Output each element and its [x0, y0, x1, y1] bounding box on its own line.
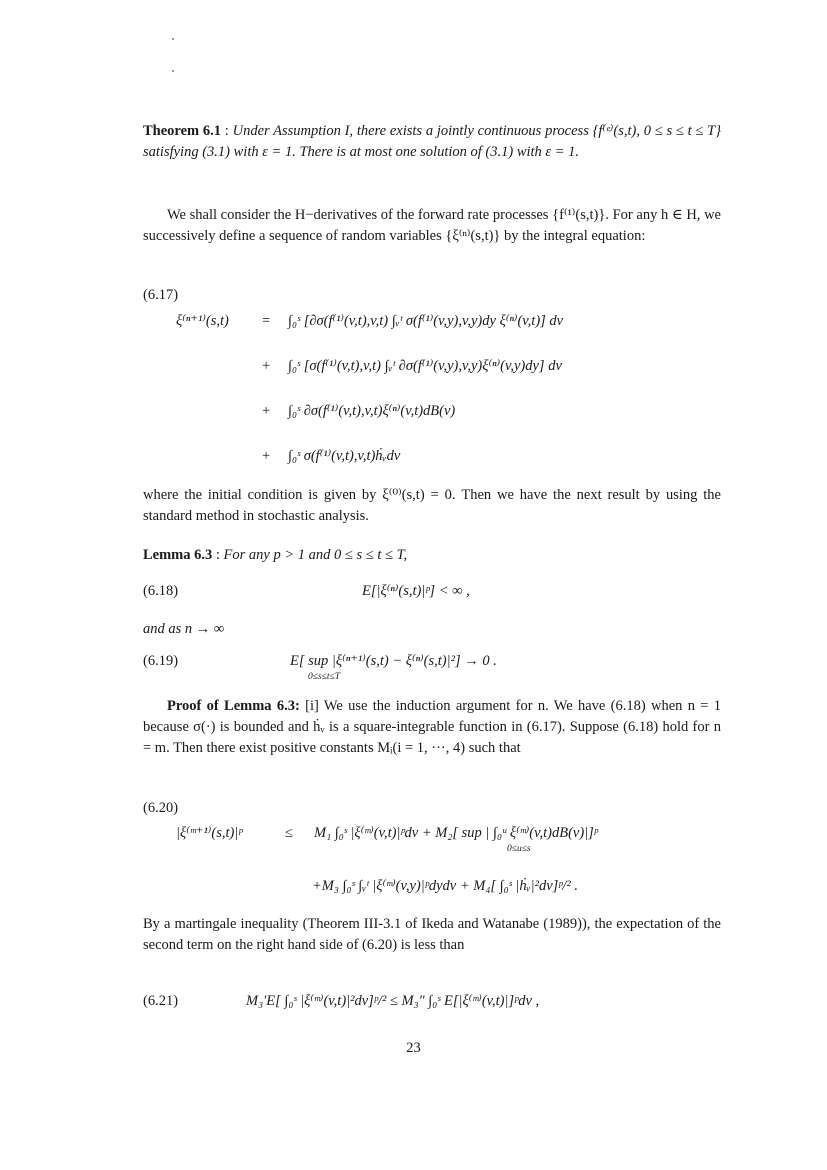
- equation-number: (6.17): [143, 287, 179, 303]
- eq617-plus: +: [262, 358, 271, 374]
- proof-label: Proof of Lemma 6.3:: [167, 698, 300, 714]
- eq620-rel: ≤: [285, 825, 293, 841]
- eq617-lhs: ξ⁽ⁿ⁺¹⁾(s,t): [176, 313, 229, 329]
- scan-speck: [172, 38, 174, 40]
- and-as-text: and as n → ∞: [143, 621, 225, 637]
- lemma-sep: :: [212, 547, 224, 563]
- proof-block: [143, 696, 721, 759]
- eq617-plus: +: [262, 448, 271, 464]
- eq620-line1: M₁ ∫₀ˢ |ξ⁽ᵐ⁾(v,t)|ᵖdv + M₂[ sup | ∫₀ᵘ ξ⁽ᵐ⁾(v,t)dB(v)|]ᵖ: [314, 825, 598, 841]
- equation-number: (6.18): [143, 583, 179, 599]
- paragraph-text: We shall consider the H−derivatives of the forward rate processes {f⁽¹⁾(s,t)}. For any h ∈ H, we successively define a sequence of random variables {ξ⁽ⁿ⁾(s,t)} by the integral equation:: [143, 207, 721, 244]
- eq617-line2: ∫₀ˢ [σ(f⁽¹⁾(v,t),v,t) ∫ᵥᵗ ∂σ(f⁽¹⁾(v,y),v,y)ξ⁽ⁿ⁾(v,y)dy] dv: [288, 358, 562, 374]
- theorem-sep: :: [221, 123, 233, 139]
- eq620-lhs: |ξ⁽ᵐ⁺¹⁾(s,t)|ᵖ: [176, 825, 243, 841]
- paragraph-martingale: [143, 914, 721, 956]
- equation-number: (6.19): [143, 653, 179, 669]
- eq619-expr: E[ sup |ξ⁽ⁿ⁺¹⁾(s,t) − ξ⁽ⁿ⁾(s,t)|²] → 0 .: [290, 653, 497, 669]
- proof-text: [i] We use the induction argument for n. We have (6.18) when n = 1 because σ(·) is bounded and ḣᵥ is a square-integrable function in (6.17). Suppose (6.18) hold for n = m. Then there exist positive constants Mᵢ(i = 1, ···, 4) such that: [143, 698, 721, 756]
- equation-number: (6.21): [143, 993, 179, 1009]
- eq620-line2: +M₃ ∫₀ˢ ∫ᵥᵗ |ξ⁽ᵐ⁾(v,y)|ᵖdydv + M₄[ ∫₀ˢ |ḣᵥ|²dv]ᵖ/² .: [312, 878, 579, 894]
- paragraph-initial-condition: [143, 485, 721, 527]
- eq617-rel: =: [262, 313, 271, 329]
- eq617-line4: ∫₀ˢ σ(f⁽¹⁾(v,t),v,t)ḣᵥdv: [288, 448, 401, 464]
- paragraph-text: where the initial condition is given by ξ⁽⁰⁾(s,t) = 0. Then we have the next result by using the standard method in stochastic analysis.: [143, 487, 721, 524]
- lemma-label: Lemma 6.3: [143, 547, 213, 563]
- lemma-text: For any p > 1 and 0 ≤ s ≤ t ≤ T,: [223, 547, 408, 563]
- lemma-block: [143, 545, 721, 566]
- paragraph-text: By a martingale inequality (Theorem III-3.1 of Ikeda and Watanabe (1989)), the expectation of the second term on the right hand side of (6.20) is less than: [143, 916, 721, 953]
- eq618-expr: E[|ξ⁽ⁿ⁾(s,t)|ᵖ] < ∞ ,: [362, 583, 470, 599]
- theorem-text: Under Assumption I, there exists a jointly continuous process {f⁽ᵉ⁾(s,t), 0 ≤ s ≤ t ≤ T} satisfying (3.1) with ε = 1. There is at most one solution of (3.1) with ε = 1.: [143, 123, 721, 160]
- eq621-expr: M₃′E[ ∫₀ˢ |ξ⁽ᵐ⁾(v,t)|²dv]ᵖ/² ≤ M₃″ ∫₀ˢ E[|ξ⁽ᵐ⁾(v,t)|]ᵖdv ,: [246, 993, 540, 1009]
- eq617-line3: ∫₀ˢ ∂σ(f⁽¹⁾(v,t),v,t)ξ⁽ⁿ⁾(v,t)dB(v): [288, 403, 456, 419]
- eq619-sup-subscript: 0≤s≤t≤T: [308, 672, 341, 682]
- equation-number: (6.20): [143, 800, 179, 816]
- scan-speck: [172, 70, 174, 72]
- theorem-block: [143, 121, 721, 163]
- paragraph-h-derivatives: [143, 205, 721, 247]
- eq617-plus: +: [262, 403, 271, 419]
- page-number: 23: [406, 1040, 421, 1056]
- eq617-line1: ∫₀ˢ [∂σ(f⁽¹⁾(v,t),v,t) ∫ᵥᵗ σ(f⁽¹⁾(v,y),v,y)dy ξ⁽ⁿ⁾(v,t)] dv: [288, 313, 564, 329]
- theorem-label: Theorem 6.1: [143, 123, 222, 139]
- eq620-sup-subscript: 0≤u≤s: [507, 844, 531, 854]
